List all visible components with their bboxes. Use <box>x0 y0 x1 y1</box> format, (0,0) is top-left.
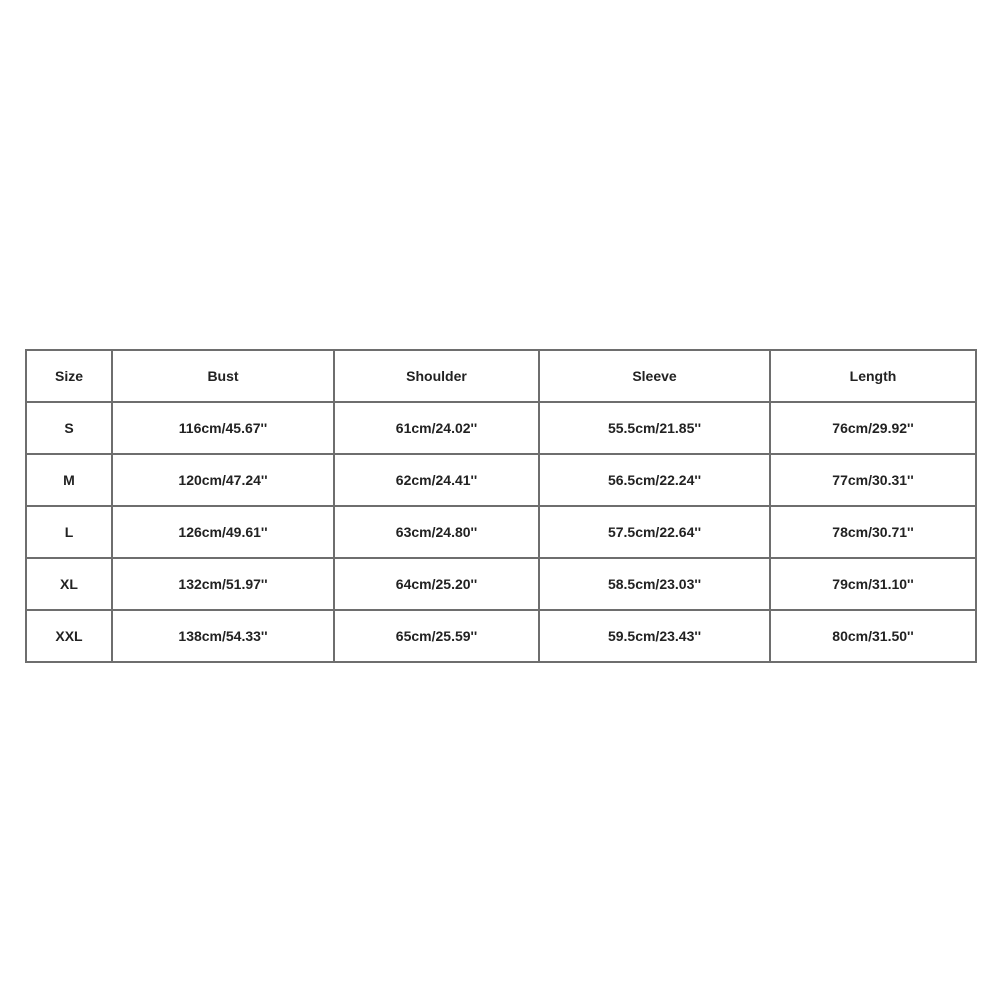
cell-shoulder: 64cm/25.20'' <box>334 558 539 610</box>
cell-size: L <box>26 506 112 558</box>
cell-bust: 116cm/45.67'' <box>112 402 334 454</box>
cell-shoulder: 62cm/24.41'' <box>334 454 539 506</box>
cell-size: S <box>26 402 112 454</box>
cell-length: 79cm/31.10'' <box>770 558 976 610</box>
size-chart-table <box>25 349 977 663</box>
cell-sleeve: 55.5cm/21.85'' <box>539 402 770 454</box>
cell-length: 80cm/31.50'' <box>770 610 976 662</box>
cell-sleeve: 58.5cm/23.03'' <box>539 558 770 610</box>
cell-bust: 126cm/49.61'' <box>112 506 334 558</box>
cell-sleeve: 57.5cm/22.64'' <box>539 506 770 558</box>
table-header-row <box>26 350 976 402</box>
cell-sleeve: 56.5cm/22.24'' <box>539 454 770 506</box>
cell-bust: 120cm/47.24'' <box>112 454 334 506</box>
cell-bust: 132cm/51.97'' <box>112 558 334 610</box>
header-size: Size <box>26 350 112 402</box>
cell-size: XL <box>26 558 112 610</box>
cell-length: 77cm/30.31'' <box>770 454 976 506</box>
table-row <box>26 506 976 558</box>
cell-bust: 138cm/54.33'' <box>112 610 334 662</box>
cell-shoulder: 65cm/25.59'' <box>334 610 539 662</box>
header-bust: Bust <box>112 350 334 402</box>
cell-length: 78cm/30.71'' <box>770 506 976 558</box>
header-shoulder: Shoulder <box>334 350 539 402</box>
table-row <box>26 558 976 610</box>
header-length: Length <box>770 350 976 402</box>
cell-shoulder: 63cm/24.80'' <box>334 506 539 558</box>
cell-size: M <box>26 454 112 506</box>
table-row <box>26 610 976 662</box>
cell-length: 76cm/29.92'' <box>770 402 976 454</box>
cell-sleeve: 59.5cm/23.43'' <box>539 610 770 662</box>
header-sleeve: Sleeve <box>539 350 770 402</box>
table-row <box>26 454 976 506</box>
table-row <box>26 402 976 454</box>
cell-size: XXL <box>26 610 112 662</box>
cell-shoulder: 61cm/24.02'' <box>334 402 539 454</box>
